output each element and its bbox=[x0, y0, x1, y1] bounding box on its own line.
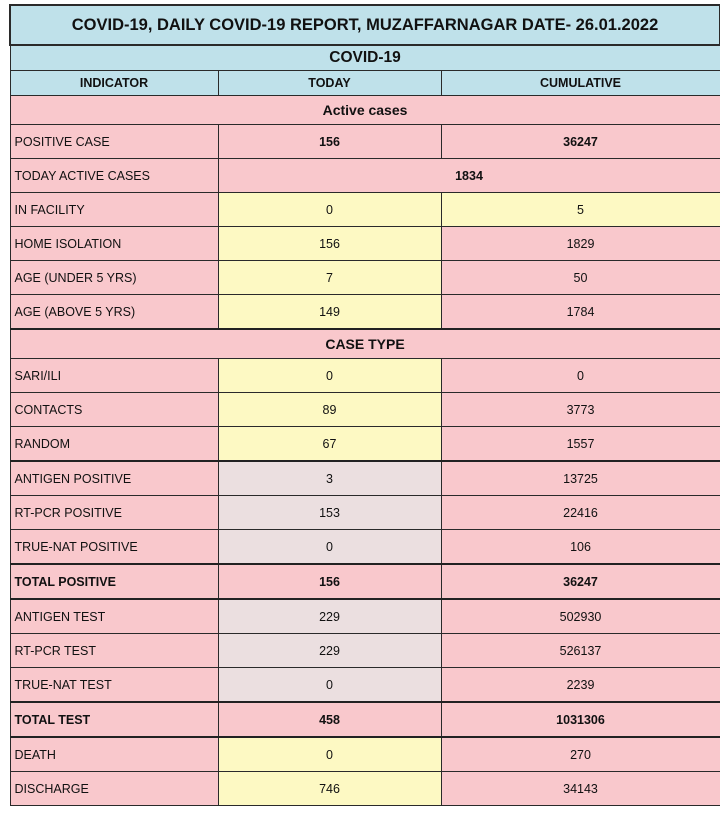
cumulative-value: 1557 bbox=[441, 427, 720, 462]
table-row bbox=[10, 564, 720, 599]
row-label: POSITIVE CASE bbox=[10, 125, 218, 159]
table-row bbox=[10, 193, 720, 227]
table-row bbox=[10, 530, 720, 565]
row-label: TOTAL TEST bbox=[10, 702, 218, 737]
row-label: RT-PCR POSITIVE bbox=[10, 496, 218, 530]
section-active-cases: Active cases bbox=[10, 96, 720, 125]
cumulative-value: 526137 bbox=[441, 634, 720, 668]
cumulative-value: 502930 bbox=[441, 599, 720, 634]
cumulative-value: 13725 bbox=[441, 461, 720, 496]
table-row bbox=[10, 227, 720, 261]
row-label: TOTAL POSITIVE bbox=[10, 564, 218, 599]
cumulative-value: 2239 bbox=[441, 668, 720, 703]
row-label: DEATH bbox=[10, 737, 218, 772]
today-value: 153 bbox=[218, 496, 441, 530]
report-title: COVID-19, DAILY COVID-19 REPORT, MUZAFFARNAGAR DATE- 26.01.2022 bbox=[10, 5, 720, 45]
table-row bbox=[10, 634, 720, 668]
today-value: 3 bbox=[218, 461, 441, 496]
column-header-indicator: INDICATOR bbox=[10, 71, 218, 96]
table-row bbox=[10, 599, 720, 634]
section-header-row bbox=[10, 329, 720, 359]
today-value: 89 bbox=[218, 393, 441, 427]
today-value: 229 bbox=[218, 599, 441, 634]
row-label: RANDOM bbox=[10, 427, 218, 462]
row-label: SARI/ILI bbox=[10, 359, 218, 393]
cumulative-value: 22416 bbox=[441, 496, 720, 530]
today-value: 156 bbox=[218, 125, 441, 159]
today-value: 0 bbox=[218, 359, 441, 393]
today-value: 0 bbox=[218, 737, 441, 772]
today-value: 746 bbox=[218, 772, 441, 806]
column-header-cumulative: CUMULATIVE bbox=[441, 71, 720, 96]
table-row bbox=[10, 461, 720, 496]
report-title-row bbox=[10, 5, 720, 45]
table-row bbox=[10, 668, 720, 703]
cumulative-value: 5 bbox=[441, 193, 720, 227]
report-subtitle: COVID-19 bbox=[10, 45, 720, 71]
today-value: 149 bbox=[218, 295, 441, 330]
row-label: AGE (ABOVE 5 YRS) bbox=[10, 295, 218, 330]
row-label: TRUE-NAT POSITIVE bbox=[10, 530, 218, 565]
table-row bbox=[10, 427, 720, 462]
row-label: AGE (UNDER 5 YRS) bbox=[10, 261, 218, 295]
today-value: 0 bbox=[218, 668, 441, 703]
row-label: RT-PCR TEST bbox=[10, 634, 218, 668]
cumulative-value: 106 bbox=[441, 530, 720, 565]
cumulative-value: 1031306 bbox=[441, 702, 720, 737]
table-row bbox=[10, 359, 720, 393]
row-label: IN FACILITY bbox=[10, 193, 218, 227]
row-label: TODAY ACTIVE CASES bbox=[10, 159, 218, 193]
table-row bbox=[10, 496, 720, 530]
section-case-type: CASE TYPE bbox=[10, 329, 720, 359]
column-header-today: TODAY bbox=[218, 71, 441, 96]
table-row bbox=[10, 702, 720, 737]
cumulative-value: 270 bbox=[441, 737, 720, 772]
column-header-row bbox=[10, 71, 720, 96]
today-value: 156 bbox=[218, 564, 441, 599]
table-row bbox=[10, 261, 720, 295]
today-value: 458 bbox=[218, 702, 441, 737]
row-label: CONTACTS bbox=[10, 393, 218, 427]
table-row bbox=[10, 159, 720, 193]
today-value: 156 bbox=[218, 227, 441, 261]
today-value: 7 bbox=[218, 261, 441, 295]
today-value: 0 bbox=[218, 530, 441, 565]
covid-report-table bbox=[9, 4, 720, 806]
table-row bbox=[10, 772, 720, 806]
row-label: ANTIGEN POSITIVE bbox=[10, 461, 218, 496]
row-label: DISCHARGE bbox=[10, 772, 218, 806]
table-row bbox=[10, 125, 720, 159]
today-value: 67 bbox=[218, 427, 441, 462]
cumulative-value: 36247 bbox=[441, 564, 720, 599]
cumulative-value: 50 bbox=[441, 261, 720, 295]
cumulative-value: 1829 bbox=[441, 227, 720, 261]
cumulative-value: 3773 bbox=[441, 393, 720, 427]
section-header-row bbox=[10, 96, 720, 125]
report-subtitle-row bbox=[10, 45, 720, 71]
today-value: 229 bbox=[218, 634, 441, 668]
cumulative-value: 36247 bbox=[441, 125, 720, 159]
cumulative-value: 0 bbox=[441, 359, 720, 393]
table-row bbox=[10, 393, 720, 427]
table-row bbox=[10, 295, 720, 330]
cumulative-value: 1784 bbox=[441, 295, 720, 330]
table-row bbox=[10, 737, 720, 772]
today-value: 0 bbox=[218, 193, 441, 227]
row-label: HOME ISOLATION bbox=[10, 227, 218, 261]
cumulative-value: 34143 bbox=[441, 772, 720, 806]
row-label: TRUE-NAT TEST bbox=[10, 668, 218, 703]
active-cases-value: 1834 bbox=[218, 159, 720, 193]
row-label: ANTIGEN TEST bbox=[10, 599, 218, 634]
